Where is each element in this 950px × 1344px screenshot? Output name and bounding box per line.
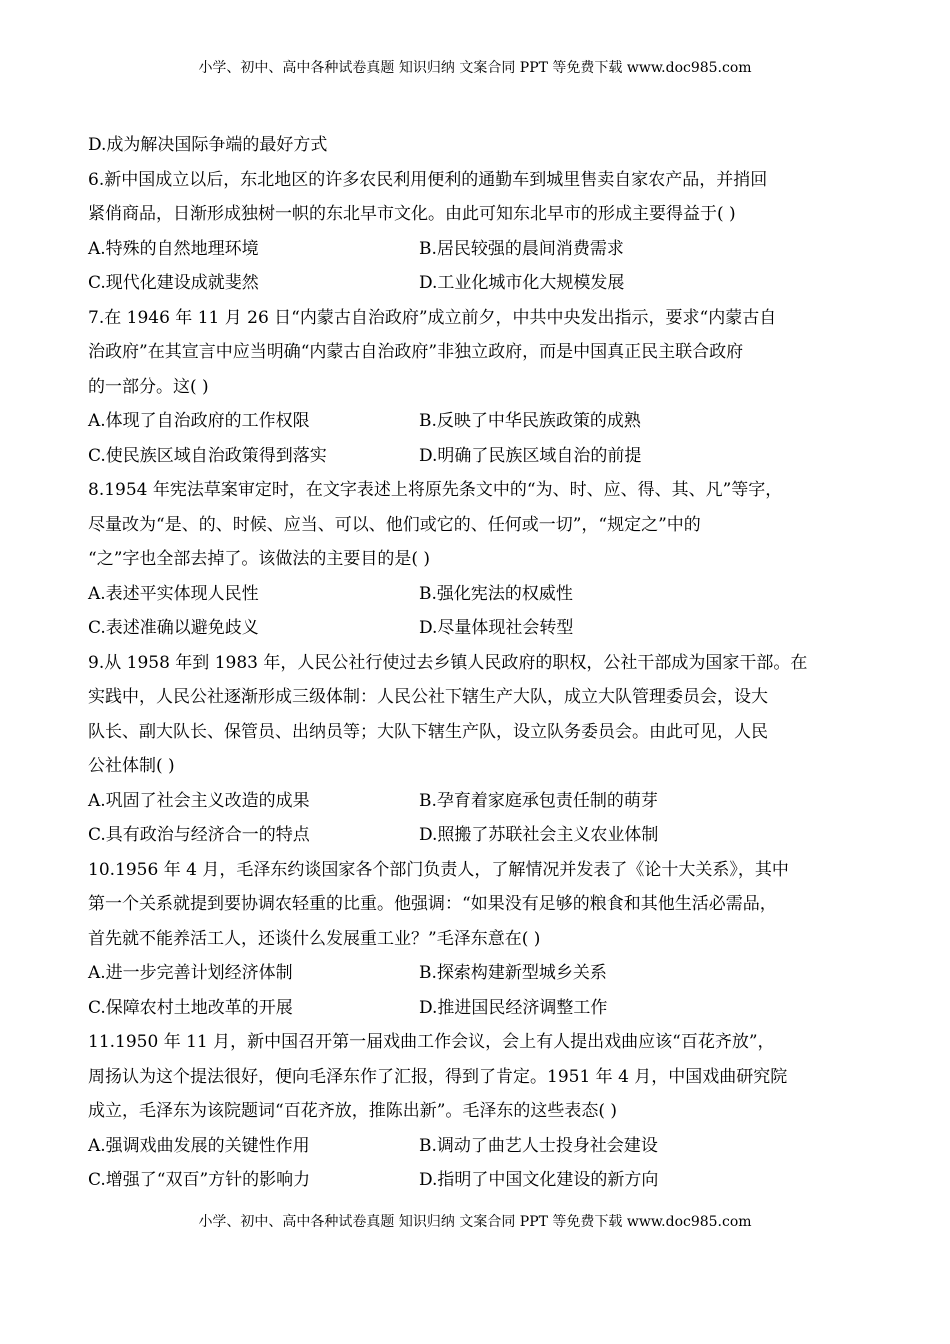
option-row xyxy=(88,1129,863,1164)
option-a: A.特殊的自然地理环境 xyxy=(88,238,259,259)
option-b: B.孕育着家庭承包责任制的萌芽 xyxy=(419,790,658,811)
question-stem-line: 8.1954 年宪法草案审定时，在文字表述上将原先条文中的“为、时、应、得、其、凡”等字， xyxy=(88,480,783,500)
question-stem-line: 11.1950 年 11 月，新中国召开第一届戏曲工作会议，会上有人提出戏曲应该“百花齐放”， xyxy=(88,1032,775,1052)
question-10 xyxy=(88,853,863,1026)
option-c: C.使民族区域自治政策得到落实 xyxy=(88,445,327,466)
option-row xyxy=(88,439,863,474)
question-stem-line: 10.1956 年 4 月，毛泽东约谈国家各个部门负责人，了解情况并发表了《论十大关系》，其中 xyxy=(88,859,789,880)
option-c: C.表述准确以避免歧义 xyxy=(88,618,259,638)
question-stem-line: 队长、副大队长、保管员、出纳员等；大队下辖生产队，设立队务委员会。由此可见，人民 xyxy=(88,721,768,742)
question-11 xyxy=(88,1025,863,1198)
question-stem-line: 周扬认为这个提法很好，便向毛泽东作了汇报，得到了肯定。1951 年 4 月，中国戏曲研究院 xyxy=(88,1066,788,1087)
footer-banner: 小学、初中、高中各种试卷真题 知识归纳 文案合同 PPT 等免费下载 www.doc985.com xyxy=(198,1214,752,1230)
option-d: D.尽量体现社会转型 xyxy=(419,618,574,638)
question-stem-line: 首先就不能养活工人，还谈什么发展重工业？”毛泽东意在( ) xyxy=(88,928,541,949)
question-8 xyxy=(88,473,863,646)
question-stem-line: 第一个关系就提到要协调农轻重的比重。他强调：“如果没有足够的粮食和其他生活必需品， xyxy=(88,894,777,914)
option-a: A.强调戏曲发展的关键性作用 xyxy=(88,1135,310,1156)
option-d: D.指明了中国文化建设的新方向 xyxy=(419,1170,659,1190)
option-d: D.明确了民族区域自治的前提 xyxy=(419,445,642,466)
question-stem-line: 9.从 1958 年到 1983 年，人民公社行使过去乡镇人民政府的职权，公社干部成为国家干部。在 xyxy=(88,652,808,673)
option-c: C.具有政治与经济合一的特点 xyxy=(88,825,310,845)
question-stem-line: 治政府”在其宣言中应当明确“内蒙古自治政府”非独立政府，而是中国真正民主联合政府 xyxy=(88,342,744,362)
option-b: B.居民较强的晨间消费需求 xyxy=(419,238,624,259)
option-row xyxy=(88,1163,863,1198)
question-6 xyxy=(88,163,863,301)
option-row xyxy=(88,232,863,267)
option-a: A.表述平实体现人民性 xyxy=(88,583,259,604)
option-c: C.现代化建设成就斐然 xyxy=(88,273,259,293)
question-stem-line: 尽量改为“是、的、时候、应当、可以、他们或它的、任何或一切”，“规定之”中的 xyxy=(88,514,701,535)
question-stem-line: 公社体制( ) xyxy=(88,756,175,776)
question-9 xyxy=(88,646,863,853)
question-7 xyxy=(88,301,863,474)
option-row xyxy=(88,784,863,819)
question-stem-line: 实践中，人民公社逐渐形成三级体制：人民公社下辖生产大队，成立大队管理委员会，设大 xyxy=(88,687,768,707)
option-d: D.照搬了苏联社会主义农业体制 xyxy=(419,825,659,845)
question-stem-line: 紧俏商品，日渐形成独树一帜的东北早市文化。由此可知东北早市的形成主要得益于( ) xyxy=(88,204,736,224)
option-row xyxy=(88,266,863,301)
exam-content xyxy=(88,128,863,1198)
carryover-option-d: D.成为解决国际争端的最好方式 xyxy=(88,135,328,155)
option-row xyxy=(88,404,863,439)
option-row xyxy=(88,818,863,853)
option-row xyxy=(88,611,863,646)
option-d: D.推进国民经济调整工作 xyxy=(419,997,608,1018)
question-stem-line: “之”字也全部去掉了。该做法的主要目的是( ) xyxy=(88,549,431,569)
option-a: A.进一步完善计划经济体制 xyxy=(88,963,293,983)
question-stem-line: 成立，毛泽东为该院题词“百花齐放，推陈出新”。毛泽东的这些表态( ) xyxy=(88,1101,618,1121)
option-c: C.保障农村土地改革的开展 xyxy=(88,997,293,1018)
option-b: B.探索构建新型城乡关系 xyxy=(419,963,607,983)
header-banner: 小学、初中、高中各种试卷真题 知识归纳 文案合同 PPT 等免费下载 www.doc985.com xyxy=(198,60,752,76)
question-stem-line: 的一部分。这( ) xyxy=(88,376,209,397)
option-b: B.反映了中华民族政策的成熟 xyxy=(419,411,641,431)
option-a: A.巩固了社会主义改造的成果 xyxy=(88,790,310,811)
option-c: C.增强了“双百”方针的影响力 xyxy=(88,1170,311,1190)
option-a: A.体现了自治政府的工作权限 xyxy=(88,411,310,431)
option-d: D.工业化城市化大规模发展 xyxy=(419,273,625,293)
option-row xyxy=(88,577,863,612)
option-row xyxy=(88,956,863,991)
option-b: B.强化宪法的权威性 xyxy=(419,583,573,604)
question-stem-line: 7.在 1946 年 11 月 26 日“内蒙古自治政府”成立前夕，中共中央发出指示，要求“内蒙古自 xyxy=(88,307,777,328)
option-row xyxy=(88,991,863,1026)
option-b: B.调动了曲艺人士投身社会建设 xyxy=(419,1135,658,1156)
question-stem-line: 6.新中国成立以后，东北地区的许多农民利用便利的通勤车到城里售卖自家农产品，并捎回 xyxy=(88,169,768,190)
